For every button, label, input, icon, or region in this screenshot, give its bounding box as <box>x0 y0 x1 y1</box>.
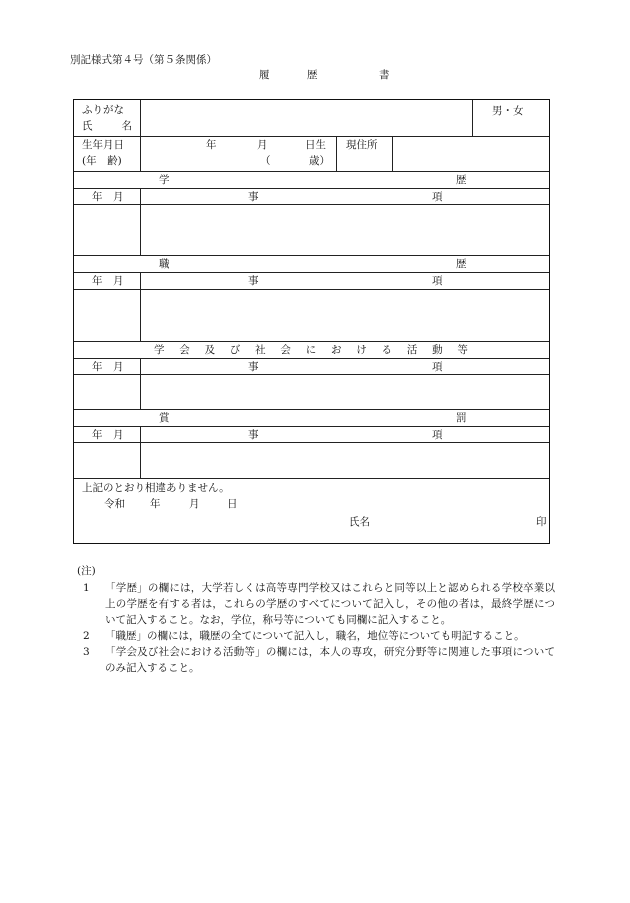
birth-month-unit: 月 <box>257 139 268 151</box>
birth-day-unit: 日生 <box>305 139 326 151</box>
activities-col-year-month: 年 月 <box>92 361 124 373</box>
awards-title-1: 賞 <box>159 412 170 424</box>
work-col-matter-2: 項 <box>432 275 443 287</box>
awards-col-year-month: 年 月 <box>92 429 124 441</box>
address-field[interactable] <box>394 137 550 170</box>
note-item: 2 「職歴」の欄には，職歴の全てについて記入し，職名，地位等についても明記すること。 <box>83 630 525 642</box>
signature-day-unit: 日 <box>227 498 238 510</box>
activities-entry-area[interactable] <box>142 376 548 408</box>
work-col-year-month: 年 月 <box>92 275 124 287</box>
signature-era: 令和 <box>104 498 125 510</box>
resume-form <box>73 99 550 544</box>
notes-heading: (注) <box>77 565 96 577</box>
seal-mark: 印 <box>536 516 547 528</box>
education-col-year-month: 年 月 <box>92 191 124 203</box>
signature-month-unit: 月 <box>189 498 200 510</box>
education-entry-area[interactable] <box>142 206 548 254</box>
age-unit: 歳） <box>309 155 330 167</box>
activities-title: 学 会 及 び 社 会 に お け る 活 動 等 <box>154 344 468 356</box>
education-title-1: 学 <box>159 174 170 186</box>
signature-year-unit: 年 <box>150 498 161 510</box>
activities-col-matter-1: 事 <box>248 361 259 373</box>
note-item: 3 「学会及び社会における活動等」の欄には，本人の専攻，研究分野等に関連した事項についてのみ記入すること。 <box>83 646 555 674</box>
signature-name-label: 氏名 <box>349 516 370 528</box>
education-title-2: 歴 <box>456 174 467 186</box>
awards-entry-area[interactable] <box>142 444 548 477</box>
education-col-matter-2: 項 <box>432 191 443 203</box>
age-open-paren: （ <box>260 155 271 167</box>
name-label: 氏 名 <box>82 120 132 132</box>
activities-col-matter-2: 項 <box>432 361 443 373</box>
gender-selector[interactable]: 男・女 <box>492 105 524 117</box>
note-item: 1 「学歴」の欄には，大学若しくは高等専門学校又はこれらと同等以上と認められる学校卒業以上の学歴を有する者は，これらの学歴のすべてについて記入し，その他の者は，最終学歴について記入すること。なお，学位，称号等についても同欄に記入すること。 <box>83 582 555 626</box>
work-col-matter-1: 事 <box>248 275 259 287</box>
work-title-2: 歴 <box>456 258 467 270</box>
declaration-text: 上記のとおり相違ありません。 <box>82 482 230 494</box>
document-title: 履 歴 書 <box>259 69 390 81</box>
birth-year-unit: 年 <box>206 139 217 151</box>
work-title-1: 職 <box>159 258 170 270</box>
awards-col-matter-2: 項 <box>432 429 443 441</box>
address-label: 現住所 <box>346 139 378 151</box>
awards-col-matter-1: 事 <box>248 429 259 441</box>
work-entry-area[interactable] <box>142 291 548 340</box>
birth-date-label: 生年月日 <box>82 139 124 151</box>
notes-section <box>77 563 555 676</box>
awards-title-2: 罰 <box>456 412 467 424</box>
form-number-label: 別記様式第４号（第５条関係） <box>70 54 217 66</box>
age-label: (年 齢) <box>82 155 122 167</box>
education-col-matter-1: 事 <box>248 191 259 203</box>
furigana-label: ふりがな <box>82 104 124 116</box>
